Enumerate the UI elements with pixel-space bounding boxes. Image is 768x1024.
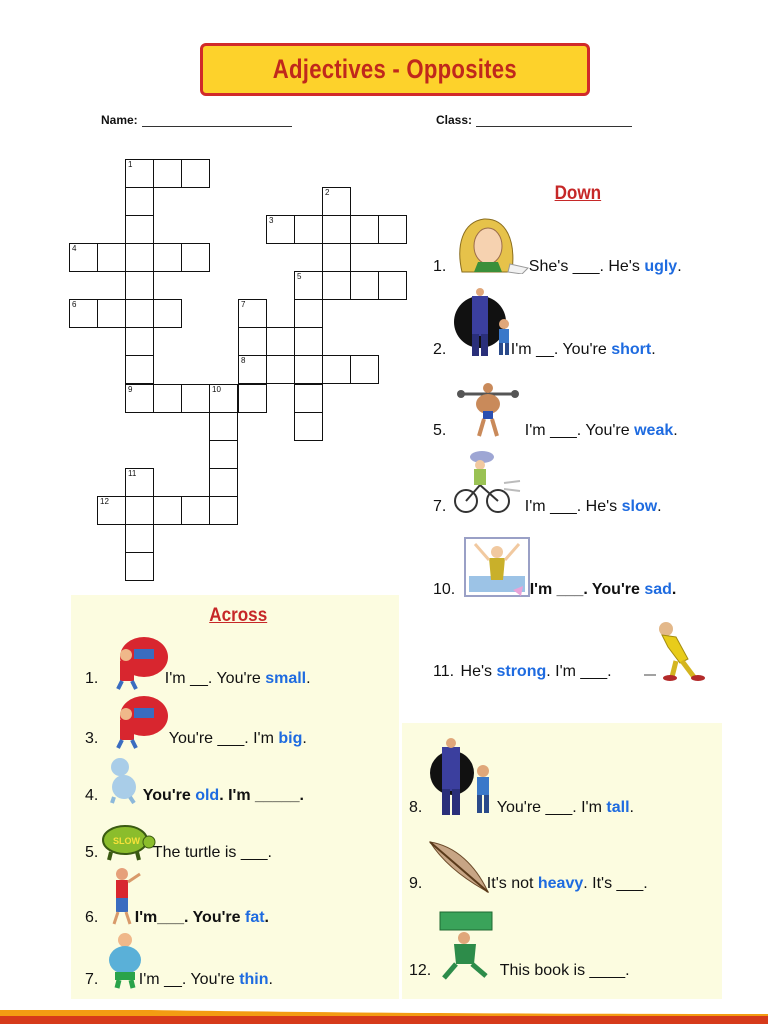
down-clue-2 [433, 341, 656, 359]
grid-cell[interactable] [125, 468, 154, 497]
down-clue-8 [409, 799, 634, 817]
clue-text-end: . [657, 498, 662, 515]
clue-text: I'm __. You're [138, 971, 240, 988]
clue-text: I'm___. You're [134, 909, 245, 926]
clue-num: 10. [433, 581, 456, 598]
grid-cell[interactable] [153, 159, 182, 188]
clue-text: It's not [486, 875, 538, 892]
clue-keyword: fat [244, 909, 265, 926]
clue-text: I'm ___. You're [524, 422, 635, 439]
across-clue-7 [85, 971, 273, 989]
grid-cell[interactable] [350, 355, 379, 384]
clue-text-end: . I'm _____. [219, 787, 304, 804]
grid-cell[interactable] [181, 496, 210, 525]
clue-text: I'm ___. You're [529, 581, 645, 598]
clue-text-end: . [302, 730, 307, 747]
grid-cell[interactable] [350, 271, 379, 300]
grid-cell[interactable] [209, 440, 238, 469]
across-clue-6 [85, 909, 269, 927]
across-clue-1 [85, 670, 311, 688]
grid-cell[interactable] [266, 355, 295, 384]
grid-cell[interactable] [125, 187, 154, 216]
clue-text: I'm __. You're [510, 341, 612, 358]
clue-num: 11. [433, 663, 455, 680]
grid-cell[interactable] [209, 468, 238, 497]
grid-cell[interactable] [125, 384, 154, 413]
down-clue-12 [409, 962, 630, 980]
clue-text: I'm __. You're [164, 670, 266, 687]
clue-keyword: strong [496, 663, 547, 680]
grid-cell[interactable] [266, 215, 295, 244]
clue-text-end: . It's ___. [583, 875, 648, 892]
clue-text-end: . [677, 258, 682, 275]
grid-cell[interactable] [125, 552, 154, 581]
clue-num: 4. [85, 787, 99, 804]
clue-number: 5 [297, 272, 302, 281]
across-heading: Across [209, 605, 268, 626]
clue-num: 8. [409, 799, 423, 816]
page-title: Adjectives - Opposites [272, 54, 518, 84]
grid-cell[interactable] [294, 215, 323, 244]
grid-cell[interactable] [322, 187, 351, 216]
grid-cell[interactable] [125, 355, 154, 384]
clue-number: 3 [269, 216, 274, 225]
clue-number: 8 [241, 356, 246, 365]
name-field[interactable] [101, 113, 292, 127]
clue-keyword: heavy [537, 875, 584, 892]
grid-cell[interactable] [125, 496, 154, 525]
grid-cell[interactable] [294, 299, 323, 328]
clue-text-end: . [673, 422, 678, 439]
clue-number: 6 [72, 300, 77, 309]
grid-cell[interactable] [322, 271, 351, 300]
clue-num: 6. [85, 909, 99, 926]
grid-cell[interactable] [294, 271, 323, 300]
clue-num: 1. [85, 670, 99, 687]
grid-cell[interactable] [125, 271, 154, 300]
turtle-text: SLOW [113, 836, 140, 846]
clue-keyword: weak [634, 422, 674, 439]
clue-number: 11 [128, 469, 137, 478]
across-clue-5 [85, 844, 272, 862]
clue-keyword: tall [606, 799, 630, 816]
grid-cell[interactable] [378, 271, 407, 300]
clue-text: I'm ___. He's [524, 498, 622, 515]
grid-cell[interactable] [209, 384, 238, 413]
grid-cell[interactable] [322, 243, 351, 272]
class-line [476, 115, 632, 127]
grid-cell[interactable] [238, 384, 267, 413]
clue-keyword: ugly [644, 258, 678, 275]
down-clue-9 [409, 875, 648, 893]
down-clue-11 [433, 663, 612, 681]
class-field[interactable] [436, 113, 632, 127]
grid-cell[interactable] [153, 299, 182, 328]
grid-cell[interactable] [209, 412, 238, 441]
grid-cell[interactable] [378, 215, 407, 244]
grid-cell[interactable] [125, 215, 154, 244]
grid-cell[interactable] [181, 243, 210, 272]
clue-text: He's [460, 663, 497, 680]
clue-keyword: small [265, 670, 307, 687]
across-clue-3 [85, 730, 307, 748]
clue-text: You're [142, 787, 196, 804]
class-label: Class: [436, 113, 473, 127]
clue-keyword: big [278, 730, 303, 747]
clue-keyword: thin [239, 971, 269, 988]
grid-cell[interactable] [153, 496, 182, 525]
clue-num: 9. [409, 875, 423, 892]
weak-man-picture [642, 619, 710, 681]
name-line [142, 115, 292, 127]
down-clue-5 [433, 422, 678, 440]
clue-text: This book is ____. [499, 962, 630, 979]
grid-cell[interactable] [125, 299, 154, 328]
grid-cell[interactable] [69, 299, 98, 328]
grid-cell[interactable] [125, 524, 154, 553]
grid-cell[interactable] [69, 243, 98, 272]
clue-number: 9 [128, 385, 133, 394]
clue-keyword: short [611, 341, 652, 358]
clue-text-end: . [651, 341, 656, 358]
clue-num: 3. [85, 730, 99, 747]
clue-num: 7. [85, 971, 99, 988]
grid-cell[interactable] [294, 384, 323, 413]
grid-cell[interactable] [209, 496, 238, 525]
footer-stripe-red [0, 1016, 768, 1024]
clue-number: 4 [72, 244, 77, 253]
grid-cell[interactable] [294, 355, 323, 384]
grid-cell[interactable] [322, 215, 351, 244]
grid-cell[interactable] [350, 215, 379, 244]
grid-cell[interactable] [238, 299, 267, 328]
grid-cell[interactable] [97, 243, 126, 272]
clue-number: 10 [212, 385, 221, 394]
grid-cell[interactable] [125, 243, 154, 272]
grid-cell[interactable] [294, 327, 323, 356]
grid-cell[interactable] [181, 384, 210, 413]
clue-text-end: . [671, 581, 677, 598]
grid-cell[interactable] [153, 384, 182, 413]
clue-num: 5. [85, 844, 99, 861]
clue-num: 2. [433, 341, 447, 358]
clue-keyword: old [195, 787, 220, 804]
down-clue-10 [433, 581, 676, 599]
name-label: Name: [101, 113, 138, 127]
grid-cell[interactable] [238, 327, 267, 356]
clue-keyword: slow [621, 498, 658, 515]
clue-text: You're ___. I'm [496, 799, 607, 816]
down-clue-7 [433, 498, 662, 516]
title-banner [200, 43, 590, 96]
clue-text-end: . [306, 670, 311, 687]
down-clue-1 [433, 258, 682, 276]
clue-num: 12. [409, 962, 432, 979]
grid-cell[interactable] [238, 355, 267, 384]
clue-text: You're ___. I'm [168, 730, 279, 747]
clue-num: 7. [433, 498, 447, 515]
across-clue-4 [85, 787, 304, 805]
clue-number: 1 [128, 160, 133, 169]
clue-num: 1. [433, 258, 447, 275]
clue-text: The turtle is ___. [152, 844, 272, 861]
grid-cell[interactable] [125, 159, 154, 188]
clue-number: 12 [100, 497, 109, 506]
clue-text-end: . [268, 971, 273, 988]
clue-text: She's ___. He's [528, 258, 645, 275]
clue-text-end: . [264, 909, 269, 926]
grid-cell[interactable] [153, 243, 182, 272]
clue-keyword: sad [644, 581, 672, 598]
down-heading: Down [554, 183, 602, 204]
clue-num: 5. [433, 422, 447, 439]
clue-number: 2 [325, 188, 330, 197]
grid-cell[interactable] [266, 327, 295, 356]
grid-cell[interactable] [181, 159, 210, 188]
clue-text-end: . [629, 799, 634, 816]
clue-text-end: . I'm ___. [546, 663, 612, 680]
grid-cell[interactable] [125, 327, 154, 356]
grid-cell[interactable] [294, 412, 323, 441]
grid-cell[interactable] [97, 496, 126, 525]
grid-cell[interactable] [97, 299, 126, 328]
clue-number: 7 [241, 300, 246, 309]
grid-cell[interactable] [322, 355, 351, 384]
